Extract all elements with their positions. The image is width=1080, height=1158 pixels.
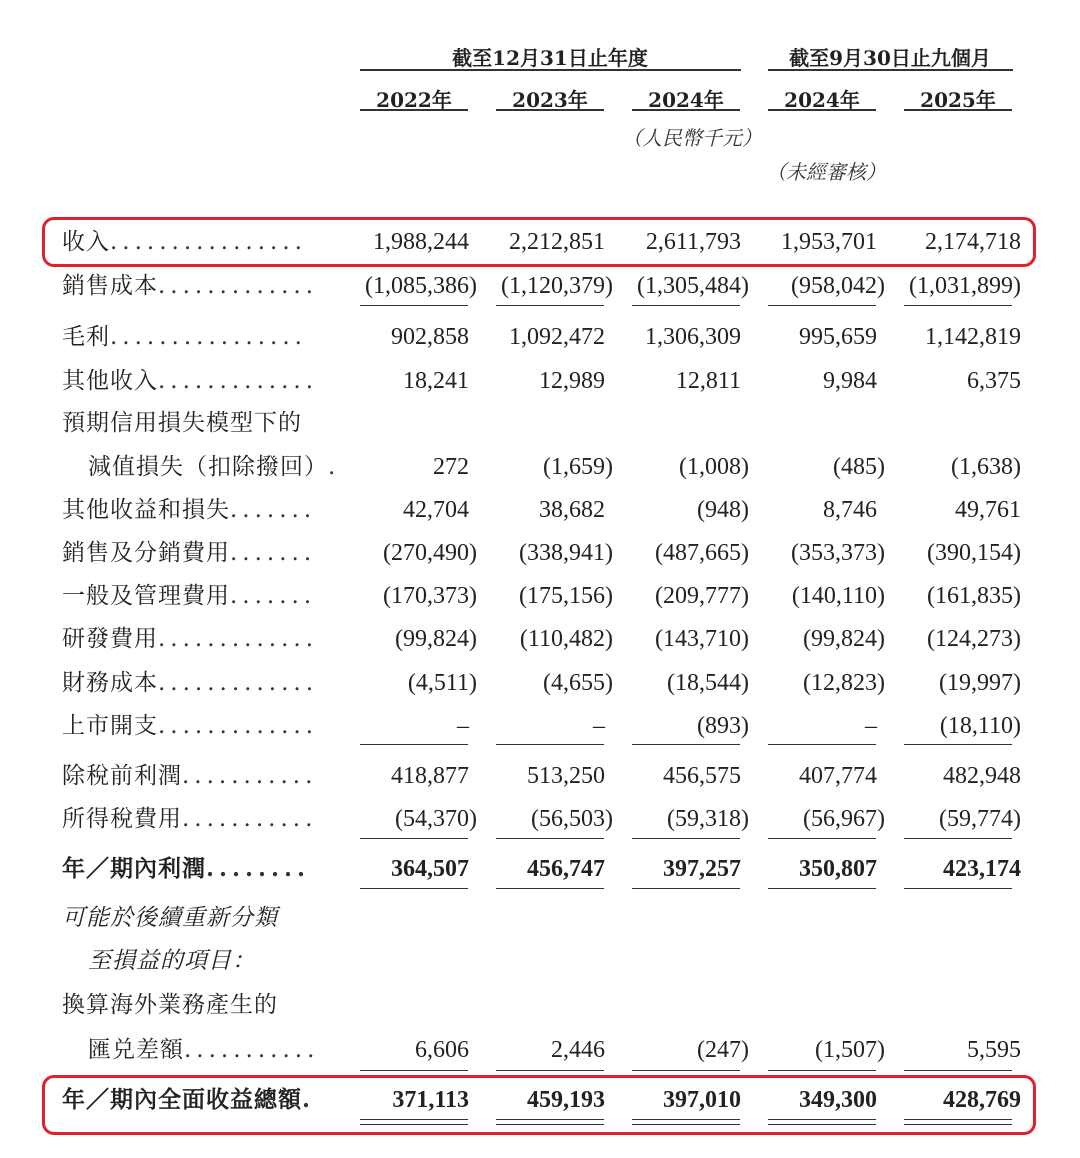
cell-value: (59,318) bbox=[667, 806, 749, 832]
row-other-income bbox=[0, 361, 1080, 401]
cell-value: (124,273) bbox=[927, 626, 1021, 652]
row-label: 其他收益和損失....... bbox=[62, 497, 317, 523]
row-label: 收入................ bbox=[62, 229, 307, 255]
subtotal-rule bbox=[904, 305, 1012, 306]
cell-value: (209,777) bbox=[655, 583, 749, 609]
row-label: 其他收入............. bbox=[62, 368, 319, 394]
subtotal-rule bbox=[360, 1070, 468, 1071]
cell-value: 2,212,851 bbox=[509, 229, 605, 255]
subtotal-rule bbox=[496, 305, 604, 306]
row-exchange-differences bbox=[0, 1030, 1080, 1070]
cell-value: (110,482) bbox=[519, 626, 613, 652]
subtotal-rule bbox=[632, 305, 740, 306]
row-label: 預期信用損失模型下的 bbox=[62, 410, 302, 436]
cell-value: 8,746 bbox=[823, 497, 877, 523]
cell-value: 350,807 bbox=[799, 856, 877, 882]
year-header-rule bbox=[768, 109, 876, 111]
row-label: 年／期內利潤........ bbox=[62, 855, 311, 882]
cell-value: (1,638) bbox=[951, 454, 1021, 480]
cell-value: 423,174 bbox=[943, 856, 1021, 882]
row-revenue bbox=[0, 222, 1080, 262]
subtotal-rule bbox=[632, 888, 740, 889]
cell-value: 349,300 bbox=[799, 1087, 877, 1113]
cell-value: 49,761 bbox=[955, 497, 1021, 523]
row-label: 一般及管理費用....... bbox=[62, 583, 317, 609]
row-finance-costs bbox=[0, 663, 1080, 703]
row-rnd bbox=[0, 619, 1080, 659]
subtotal-rule bbox=[496, 888, 604, 889]
year-header-2024: 2024年 bbox=[648, 88, 724, 112]
cell-value: (19,997) bbox=[939, 670, 1021, 696]
row-income-tax bbox=[0, 799, 1080, 839]
cell-value: 1,306,309 bbox=[645, 324, 741, 350]
cell-value: (958,042) bbox=[791, 273, 885, 299]
year-header-2023: 2023年 bbox=[512, 88, 588, 112]
cell-value: (485) bbox=[833, 454, 885, 480]
cell-value: (893) bbox=[697, 713, 749, 739]
cell-value: (161,835) bbox=[927, 583, 1021, 609]
cell-value: 12,811 bbox=[675, 368, 741, 394]
cell-value: 456,747 bbox=[527, 856, 605, 882]
total-double-rule bbox=[496, 1119, 604, 1125]
subtotal-rule bbox=[904, 838, 1012, 839]
header-group-nine-months-rule bbox=[768, 69, 1013, 71]
cell-value: – bbox=[865, 713, 877, 739]
cell-value: 428,769 bbox=[943, 1087, 1021, 1113]
year-header-rule bbox=[632, 109, 740, 111]
cell-value: 513,250 bbox=[527, 763, 605, 789]
cell-value: 1,092,472 bbox=[509, 324, 605, 350]
cell-value: (353,373) bbox=[791, 540, 885, 566]
cell-value: 18,241 bbox=[403, 368, 469, 394]
row-total-comprehensive-income bbox=[0, 1080, 1080, 1120]
subtotal-rule bbox=[768, 305, 876, 306]
row-label: 年／期內全面收益總額. bbox=[62, 1086, 316, 1113]
row-label: 減值損失（扣除撥回）. bbox=[88, 454, 341, 480]
cell-value: – bbox=[457, 713, 469, 739]
row-label: 銷售及分銷費用....... bbox=[62, 540, 317, 566]
row-selling-distribution bbox=[0, 533, 1080, 573]
cell-value: (487,665) bbox=[655, 540, 749, 566]
cell-value: 1,142,819 bbox=[925, 324, 1021, 350]
year-header-2022: 2022年 bbox=[376, 88, 452, 112]
cell-value: 9,984 bbox=[823, 368, 877, 394]
row-label: 所得稅費用........... bbox=[62, 806, 318, 832]
cell-value: 902,858 bbox=[391, 324, 469, 350]
row-general-admin bbox=[0, 576, 1080, 616]
row-label: 可能於後續重新分類 bbox=[62, 905, 278, 931]
subtotal-rule bbox=[768, 1070, 876, 1071]
cell-value: (1,008) bbox=[679, 454, 749, 480]
cell-value: (4,655) bbox=[543, 670, 613, 696]
year-header-2025-nine-months: 2025年 bbox=[920, 88, 996, 112]
cell-value: (59,774) bbox=[939, 806, 1021, 832]
row-label: 毛利................ bbox=[62, 324, 307, 350]
unit-note: （人民幣千元） bbox=[622, 126, 762, 150]
row-listing-expenses bbox=[0, 706, 1080, 746]
subtotal-rule bbox=[904, 744, 1012, 745]
row-other-gains-losses bbox=[0, 490, 1080, 530]
cell-value: 364,507 bbox=[391, 856, 469, 882]
cell-value: 1,953,701 bbox=[781, 229, 877, 255]
cell-value: 38,682 bbox=[539, 497, 605, 523]
cell-value: 459,193 bbox=[527, 1087, 605, 1113]
cell-value: (54,370) bbox=[395, 806, 477, 832]
cell-value: (56,503) bbox=[531, 806, 613, 832]
subtotal-rule bbox=[496, 1070, 604, 1071]
row-label: 上市開支............. bbox=[62, 713, 319, 739]
row-ecl-heading bbox=[0, 403, 1080, 443]
cell-value: 2,446 bbox=[551, 1037, 605, 1063]
cell-value: (18,544) bbox=[667, 670, 749, 696]
cell-value: (140,110) bbox=[791, 583, 885, 609]
year-header-rule bbox=[496, 109, 604, 111]
row-label: 銷售成本............. bbox=[62, 273, 319, 299]
cell-value: (143,710) bbox=[655, 626, 749, 652]
cell-value: (1,120,379) bbox=[501, 273, 613, 299]
row-gross-profit bbox=[0, 317, 1080, 357]
cell-value: (99,824) bbox=[803, 626, 885, 652]
total-double-rule bbox=[360, 1119, 468, 1125]
year-header-rule bbox=[360, 109, 468, 111]
subtotal-rule bbox=[768, 838, 876, 839]
cell-value: 371,113 bbox=[392, 1087, 469, 1113]
subtotal-rule bbox=[632, 744, 740, 745]
cell-value: (1,507) bbox=[815, 1037, 885, 1063]
cell-value: 5,595 bbox=[967, 1037, 1021, 1063]
row-label: 財務成本............. bbox=[62, 670, 319, 696]
year-header-2024-nine-months: 2024年 bbox=[784, 88, 860, 112]
cell-value: (1,305,484) bbox=[637, 273, 749, 299]
cell-value: (948) bbox=[697, 497, 749, 523]
header-group-nine-months: 截至9月30日止九個月 bbox=[789, 46, 991, 70]
row-foreign-ops-heading bbox=[0, 985, 1080, 1025]
row-label: 至損益的項目： bbox=[88, 948, 256, 974]
subtotal-rule bbox=[496, 838, 604, 839]
cell-value: (247) bbox=[697, 1037, 749, 1063]
cell-value: 995,659 bbox=[799, 324, 877, 350]
cell-value: (1,085,386) bbox=[365, 273, 477, 299]
cell-value: 482,948 bbox=[943, 763, 1021, 789]
subtotal-rule bbox=[768, 744, 876, 745]
unaudited-note: （未經審核） bbox=[766, 160, 886, 184]
cell-value: 1,988,244 bbox=[373, 229, 469, 255]
cell-value: 12,989 bbox=[539, 368, 605, 394]
total-double-rule bbox=[904, 1119, 1012, 1125]
row-cost-of-sales bbox=[0, 266, 1080, 306]
cell-value: (338,941) bbox=[519, 540, 613, 566]
cell-value: 397,257 bbox=[663, 856, 741, 882]
cell-value: (1,659) bbox=[543, 454, 613, 480]
header-group-fiscal-year-rule bbox=[360, 69, 741, 71]
row-impairment-losses bbox=[0, 447, 1080, 487]
cell-value: 272 bbox=[433, 454, 469, 480]
cell-value: (390,154) bbox=[927, 540, 1021, 566]
cell-value: (1,031,899) bbox=[909, 273, 1021, 299]
subtotal-rule bbox=[904, 888, 1012, 889]
subtotal-rule bbox=[360, 888, 468, 889]
year-header-rule bbox=[904, 109, 1012, 111]
cell-value: 2,611,793 bbox=[645, 229, 741, 255]
cell-value: (175,156) bbox=[519, 583, 613, 609]
cell-value: 2,174,718 bbox=[925, 229, 1021, 255]
row-label: 研發費用............. bbox=[62, 626, 319, 652]
cell-value: 407,774 bbox=[799, 763, 877, 789]
cell-value: (18,110) bbox=[939, 713, 1021, 739]
row-reclassifiable-heading-cont bbox=[0, 941, 1080, 981]
header-group-fiscal-year: 截至12月31日止年度 bbox=[452, 46, 648, 70]
total-double-rule bbox=[768, 1119, 876, 1125]
cell-value: 418,877 bbox=[391, 763, 469, 789]
cell-value: (4,511) bbox=[407, 670, 477, 696]
subtotal-rule bbox=[360, 744, 468, 745]
row-label: 換算海外業務產生的 bbox=[62, 992, 278, 1018]
cell-value: – bbox=[593, 713, 605, 739]
cell-value: (56,967) bbox=[803, 806, 885, 832]
subtotal-rule bbox=[632, 1070, 740, 1071]
cell-value: (170,373) bbox=[383, 583, 477, 609]
subtotal-rule bbox=[360, 838, 468, 839]
subtotal-rule bbox=[360, 305, 468, 306]
total-double-rule bbox=[632, 1119, 740, 1125]
subtotal-rule bbox=[496, 744, 604, 745]
subtotal-rule bbox=[904, 1070, 1012, 1071]
cell-value: 397,010 bbox=[663, 1087, 741, 1113]
row-profit-for-period bbox=[0, 849, 1080, 889]
cell-value: (12,823) bbox=[803, 670, 885, 696]
cell-value: (99,824) bbox=[395, 626, 477, 652]
subtotal-rule bbox=[632, 838, 740, 839]
row-profit-before-tax bbox=[0, 756, 1080, 796]
subtotal-rule bbox=[768, 888, 876, 889]
row-label: 除稅前利潤........... bbox=[62, 763, 318, 789]
row-reclassifiable-heading bbox=[0, 898, 1080, 938]
cell-value: 456,575 bbox=[663, 763, 741, 789]
row-label: 匯兑差額........... bbox=[88, 1037, 320, 1063]
cell-value: 6,606 bbox=[415, 1037, 469, 1063]
cell-value: 42,704 bbox=[403, 497, 469, 523]
cell-value: 6,375 bbox=[967, 368, 1021, 394]
cell-value: (270,490) bbox=[383, 540, 477, 566]
